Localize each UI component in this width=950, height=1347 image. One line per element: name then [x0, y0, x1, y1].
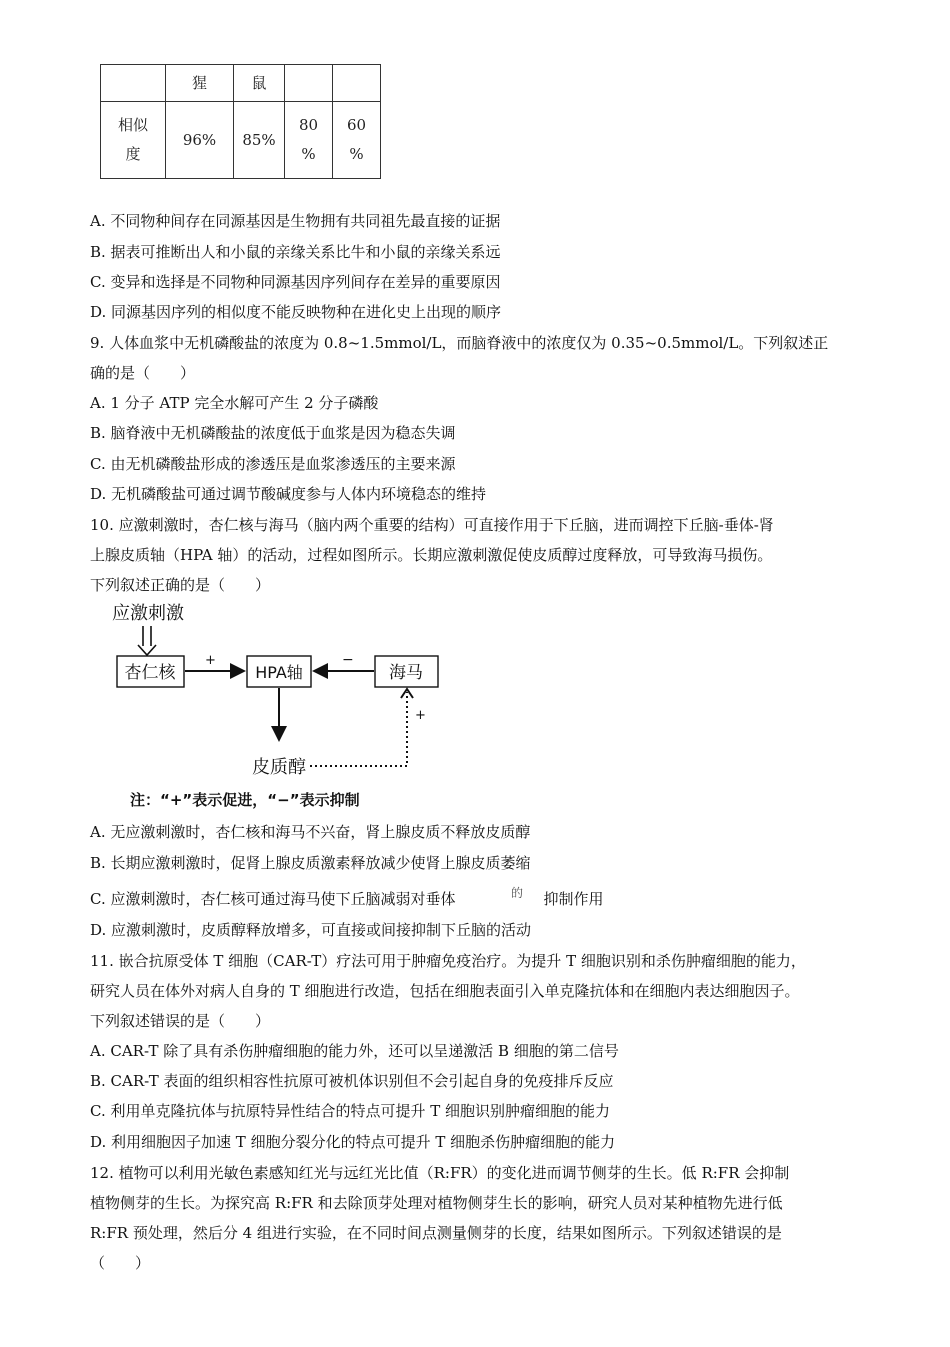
q11-option-c: C. 利用单克隆抗体与抗原特异性结合的特点可提升 T 细胞识别肿瘤细胞的能力: [90, 1102, 611, 1120]
minus-sign: −: [342, 652, 354, 668]
q9-stem-line1: 9. 人体血浆中无机磷酸盐的浓度为 0.8~1.5mmol/L，而脑脊液中的浓度仅为 0.35~0.5mmol/L。下列叙述正: [90, 334, 829, 352]
plus-sign: +: [205, 653, 216, 668]
table-cell: [333, 102, 381, 179]
q10-stem-line2: 上腺皮质轴（HPA 轴）的活动，过程如图所示。长期应激刺激促使皮质醇过度释放，可导致海马损伤。: [90, 546, 773, 564]
q9-option-d: D. 无机磷酸盐可通过调节酸碱度参与人体内环境稳态的维持: [90, 485, 487, 503]
cell-line: 60: [346, 116, 367, 134]
table-header-cell: [101, 65, 166, 102]
q12-stem-line4: （ ）: [90, 1254, 151, 1272]
hpa-label: HPA轴: [255, 663, 303, 682]
q10-stem-line1: 10. 应激刺激时，杏仁核与海马（脑内两个重要的结构）可直接作用于下丘脑，进而调控下丘脑-垂体-肾: [90, 516, 774, 534]
q9-option-a: A. 1 分子 ATP 完全水解可产生 2 分子磷酸: [90, 394, 379, 412]
q10-option-c: [90, 889, 604, 909]
table-header-cell: [285, 65, 333, 102]
hippocampus-label: 海马: [389, 663, 423, 683]
table-cell: [285, 102, 333, 179]
similarity-table: [100, 64, 381, 179]
row-label-cell: [101, 102, 166, 179]
table-cell: 96%: [166, 102, 234, 179]
amygdala-label: 杏仁核: [124, 663, 176, 683]
q8-option-c: C. 变异和选择是不同物种同源基因序列间存在差异的重要原因: [90, 273, 501, 291]
q8-option-d: D. 同源基因序列的相似度不能反映物种在进化史上出现的顺序: [90, 303, 502, 321]
q10-option-c-text: C. 应激刺激时，杏仁核可通过海马使下丘脑减弱对垂体: [90, 890, 456, 908]
q8-option-a: A. 不同物种间存在同源基因是生物拥有共同祖先最直接的证据: [90, 212, 501, 230]
table-header-cell: [333, 65, 381, 102]
table-header-cell: 鼠: [234, 65, 285, 102]
q11-option-d: D. 利用细胞因子加速 T 细胞分裂分化的特点可提升 T 细胞杀伤肿瘤细胞的能力: [90, 1133, 616, 1151]
table-cell: 85%: [234, 102, 285, 179]
q9-option-c: C. 由无机磷酸盐形成的渗透压是血浆渗透压的主要来源: [90, 455, 456, 473]
stimulus-label: 应激刺激: [112, 603, 184, 624]
q12-stem-line2: 植物侧芽的生长。为探究高 R:FR 和去除顶芽处理对植物侧芽生长的影响，研究人员对某种植物先进行低: [90, 1194, 783, 1212]
cell-line: %: [301, 145, 316, 163]
q11-option-a: A. CAR-T 除了具有杀伤肿瘤细胞的能力外，还可以呈递激活 B 细胞的第二信号: [90, 1042, 619, 1060]
q11-option-b: B. CAR-T 表面的组织相容性抗原可被机体识别但不会引起自身的免疫排斥反应: [90, 1072, 614, 1090]
cell-line: %: [349, 145, 364, 163]
plus-sign: +: [415, 708, 426, 723]
hpa-axis-diagram: [110, 598, 470, 813]
q12-stem-line1: 12. 植物可以利用光敏色素感知红光与远红光比值（R:FR）的变化进而调节侧芽的生长。低 R:FR 会抑制: [90, 1164, 790, 1182]
q12-stem-line3: R:FR 预处理，然后分 4 组进行实验，在不同时间点测量侧芽的长度，结果如图所示。下列叙述错误的是: [90, 1224, 782, 1242]
q9-stem-line2: 确的是（ ）: [90, 364, 196, 382]
q10-option-a: A. 无应激刺激时，杏仁核和海马不兴奋，肾上腺皮质不释放皮质醇: [90, 823, 531, 841]
q11-stem-line1: 11. 嵌合抗原受体 T 细胞（CAR-T）疗法可用于肿瘤免疫治疗。为提升 T 细胞识别和杀伤肿瘤细胞的能力，: [90, 952, 806, 970]
row-label-line: 相似: [117, 116, 148, 134]
q9-option-b: B. 脑脊液中无机磷酸盐的浓度低于血浆是因为稳态失调: [90, 424, 456, 442]
cell-line: 80: [298, 116, 319, 134]
q10-option-d: D. 应激刺激时，皮质醇释放增多，可直接或间接抑制下丘脑的活动: [90, 921, 532, 939]
table-header-cell: 猩: [166, 65, 234, 102]
q11-stem-line2: 研究人员在体外对病人自身的 T 细胞进行改造，包括在细胞表面引入单克隆抗体和在细胞内表达细胞因子。: [90, 982, 800, 1000]
arrowhead-icon: [138, 645, 156, 655]
diagram-note: 注：“+”表示促进，“−”表示抑制: [130, 791, 360, 809]
q10-option-b: B. 长期应激刺激时，促肾上腺皮质激素释放减少使肾上腺皮质萎缩: [90, 854, 531, 872]
q10-option-c-small-char: 的: [511, 886, 524, 900]
dotted-feedback-arrow: [310, 692, 407, 766]
double-arrow-down-icon: [143, 626, 151, 646]
row-label-line: 度: [125, 145, 141, 163]
q10-stem-line3: 下列叙述正确的是（ ）: [90, 576, 271, 594]
table-row: [101, 102, 381, 179]
q8-option-b: B. 据表可推断出人和小鼠的亲缘关系比牛和小鼠的亲缘关系远: [90, 243, 501, 261]
table-header-row: [101, 65, 381, 102]
q11-stem-line3: 下列叙述错误的是（ ）: [90, 1012, 271, 1030]
cortisol-label: 皮质醇: [252, 757, 306, 778]
q10-option-c-tail: 抑制作用: [543, 890, 604, 908]
